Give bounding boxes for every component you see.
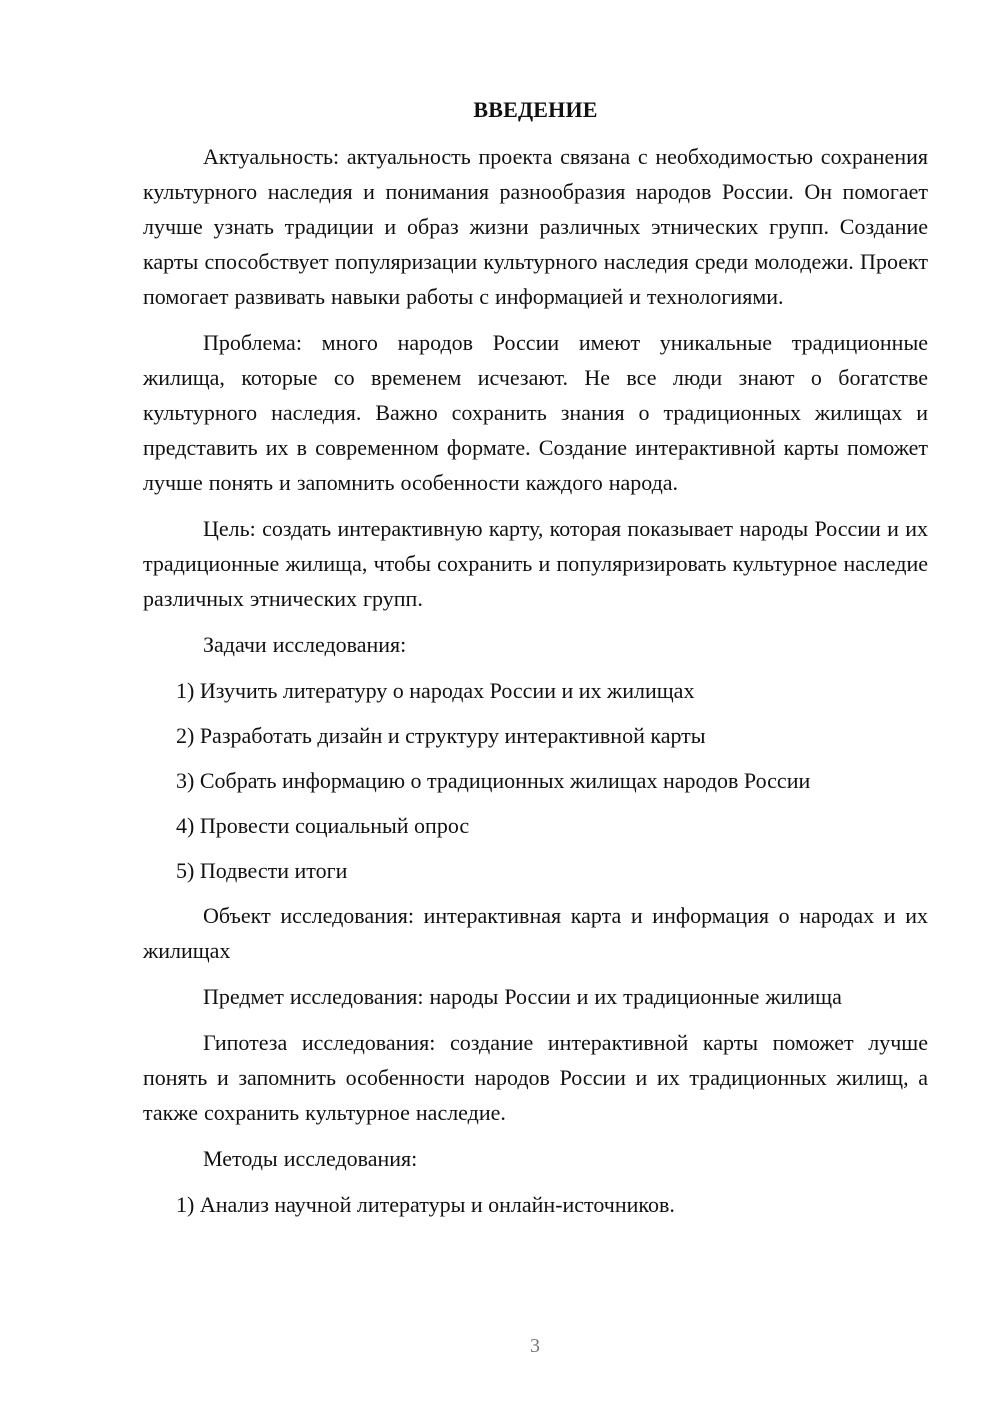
task-item: 2) Разработать дизайн и структуру интерактивной карты [176, 723, 706, 748]
tasks-heading: Задачи исследования: [203, 632, 407, 657]
task-item: 1) Изучить литературу о народах России и их жилищах [176, 678, 695, 703]
page-number: 3 [530, 1335, 540, 1357]
task-item: 5) Подвести итоги [176, 858, 348, 883]
goal-paragraph: Цель: создать интерактивную карту, которая показывает народы России и их традиционные жилища, чтобы сохранить и популяризировать культурное наследие различных этнических групп. [143, 516, 928, 611]
object-paragraph: Объект исследования: интерактивная карта и информация о народах и их жилищах [143, 903, 928, 963]
page-title: ВВЕДЕНИЕ [473, 97, 598, 122]
task-item: 3) Собрать информацию о традиционных жилищах народов России [176, 768, 811, 793]
page-content [143, 96, 928, 1232]
problem-paragraph: Проблема: много народов России имеют уникальные традиционные жилища, которые со временем исчезают. Не все люди знают о богатстве культурного наследия. Важно сохранить знания о традиционных жилищах и представить их в современном формате. Создание интерактивной карты поможет лучше понять и запомнить особенности каждого народа. [143, 330, 928, 495]
method-item: 1) Анализ научной литературы и онлайн-источников. [176, 1192, 675, 1217]
hypothesis-paragraph: Гипотеза исследования: создание интерактивной карты поможет лучше понять и запомнить особенности народов России и их традиционных жилищ, а также сохранить культурное наследие. [143, 1030, 928, 1125]
task-item: 4) Провести социальный опрос [176, 813, 470, 838]
relevance-paragraph: Актуальность: актуальность проекта связана с необходимостью сохранения культурного наследия и понимания разнообразия народов России. Он помогает лучше узнать традиции и образ жизни различных этнических групп. Создание карты способствует популяризации культурного наследия среди молодежи. Проект помогает развивать навыки работы с информацией и технологиями. [143, 144, 928, 309]
methods-heading: Методы исследования: [203, 1146, 418, 1171]
subject-paragraph: Предмет исследования: народы России и их традиционные жилища [203, 984, 842, 1009]
methods-list [143, 1187, 928, 1222]
tasks-list [143, 673, 928, 888]
